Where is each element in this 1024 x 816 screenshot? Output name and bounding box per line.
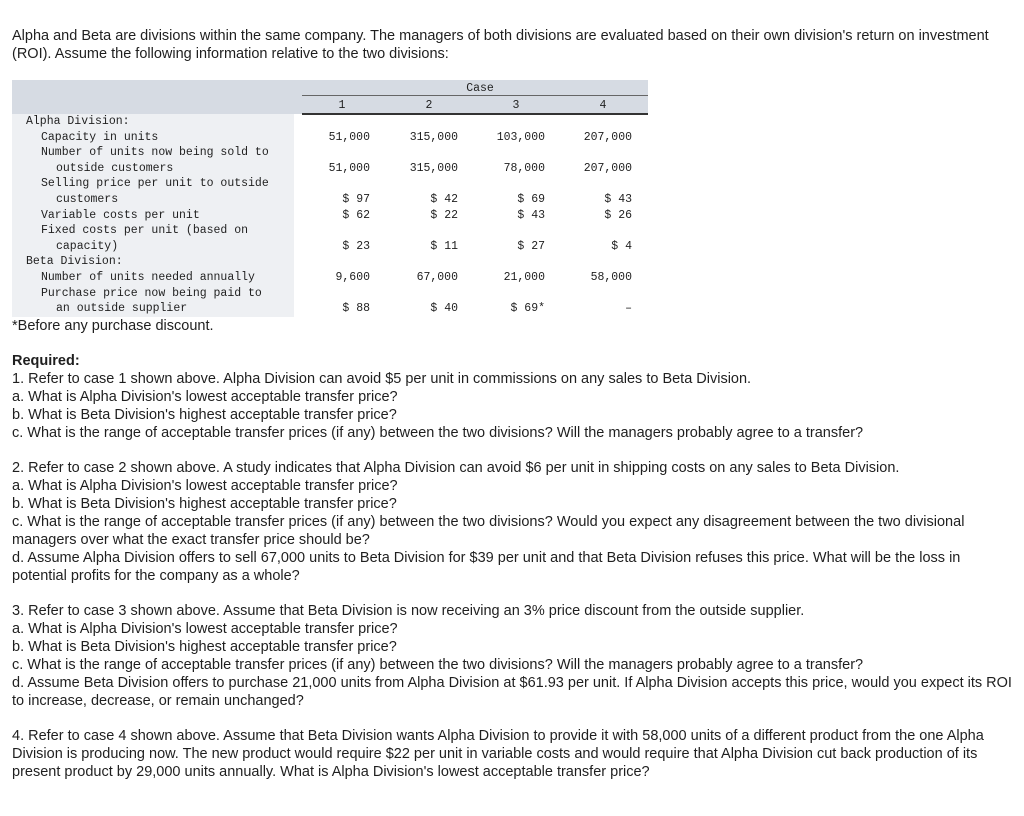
- column-header-case-1: 1: [338, 99, 346, 112]
- row-label-shading: [12, 239, 294, 255]
- table-row: [12, 270, 648, 286]
- cell-case-2: $ 42: [430, 192, 458, 206]
- row-label: Number of units now being sold to: [41, 146, 269, 160]
- row-label: Alpha Division:: [26, 115, 130, 128]
- cell-case-1: 51,000: [328, 161, 370, 175]
- cell-case-2: 315,000: [409, 161, 458, 175]
- column-header-case-4: 4: [599, 99, 607, 112]
- cell-case-1: $ 62: [342, 208, 370, 222]
- cell-case-4: 58,000: [590, 270, 632, 284]
- row-label: Number of units needed annually: [41, 270, 255, 284]
- paragraph-gap: [12, 585, 1012, 602]
- cell-case-1: $ 88: [342, 302, 370, 316]
- question-line: d. Assume Alpha Division offers to sell 67,000 units to Beta Division for $39 per unit and that Beta Division refuses this price. What will be the loss in potential profits for the company as a whole?: [12, 550, 961, 584]
- table-row: [12, 239, 648, 255]
- table-header: [12, 80, 648, 114]
- cell-case-3: 21,000: [503, 270, 545, 284]
- cell-case-3: $ 69: [517, 192, 545, 206]
- question-line: a. What is Alpha Division's lowest acceptable transfer price?: [12, 621, 398, 637]
- row-label: Selling price per unit to outside: [41, 177, 269, 191]
- cell-case-2: 315,000: [409, 130, 458, 144]
- case-divider: [302, 95, 648, 96]
- cell-case-4: $ 26: [604, 208, 632, 222]
- row-label: Variable costs per unit: [41, 208, 200, 222]
- question-line: c. What is the range of acceptable transfer prices (if any) between the two divisions? Will the managers probably agree to a transfer?: [12, 425, 864, 441]
- row-label: Beta Division:: [26, 255, 123, 269]
- cell-case-4: $ 43: [604, 192, 632, 206]
- row-label: outside customers: [56, 161, 174, 175]
- cell-case-1: 9,600: [335, 270, 370, 284]
- question-line: a. What is Alpha Division's lowest acceptable transfer price?: [12, 389, 398, 405]
- paragraph-gap: [12, 710, 1012, 727]
- cell-case-1: $ 23: [342, 239, 370, 253]
- table-row: [12, 161, 648, 177]
- table-row: [12, 176, 648, 192]
- table-row: [12, 114, 648, 130]
- table-row: [12, 301, 648, 317]
- cell-case-2: $ 11: [430, 239, 458, 253]
- row-label: an outside supplier: [56, 302, 188, 316]
- cell-case-1: 51,000: [328, 130, 370, 144]
- cell-case-3: $ 27: [517, 239, 545, 253]
- row-label: Purchase price now being paid to: [41, 286, 262, 300]
- question-line: a. What is Alpha Division's lowest acceptable transfer price?: [12, 478, 398, 494]
- row-label: Capacity in units: [41, 130, 159, 144]
- table-row: [12, 223, 648, 239]
- cell-case-4: 207,000: [583, 161, 632, 175]
- paragraph-gap: [12, 442, 1012, 459]
- question-line: c. What is the range of acceptable transfer prices (if any) between the two divisions? Would you expect any disagreement between the two divisional managers over what the exact transfer price should be?: [12, 514, 965, 548]
- column-header-case-2: 2: [425, 99, 433, 112]
- cell-case-2: $ 40: [430, 302, 458, 316]
- table-row: [12, 208, 648, 224]
- question-line: c. What is the range of acceptable transfer prices (if any) between the two divisions? Will the managers probably agree to a transfer?: [12, 657, 864, 673]
- question-line: b. What is Beta Division's highest acceptable transfer price?: [12, 496, 397, 512]
- table-row: [12, 286, 648, 302]
- cell-case-3: 78,000: [503, 161, 545, 175]
- table-row: [12, 130, 648, 146]
- cell-case-3: $ 43: [517, 208, 545, 222]
- cell-case-2: $ 22: [430, 208, 458, 222]
- required-heading: Required:: [12, 353, 80, 369]
- row-label: capacity): [56, 239, 119, 253]
- cell-case-4: $ 4: [611, 239, 632, 253]
- divisions-table: [12, 80, 648, 317]
- cell-case-4: –: [625, 302, 632, 316]
- table-row: [12, 145, 648, 161]
- table-body: [12, 114, 648, 317]
- row-label: Fixed costs per unit (based on: [41, 224, 249, 238]
- cell-case-2: 67,000: [416, 270, 458, 284]
- question-line: 3. Refer to case 3 shown above. Assume that Beta Division is now receiving an 3% price discount from the outside supplier.: [12, 603, 805, 619]
- question-line: 2. Refer to case 2 shown above. A study indicates that Alpha Division can avoid $6 per unit in shipping costs on any sales to Beta Division.: [12, 460, 900, 476]
- required-section: [12, 352, 1012, 781]
- row-label-shading: [12, 192, 294, 208]
- row-label: customers: [56, 192, 119, 206]
- question-line: d. Assume Beta Division offers to purchase 21,000 units from Alpha Division at $61.93 per unit. If Alpha Division accepts this price, would you expect its ROI to increase, decrease, or remain unchanged?: [12, 675, 1012, 709]
- question-line: b. What is Beta Division's highest acceptable transfer price?: [12, 639, 397, 655]
- case-label: Case: [466, 82, 494, 95]
- table-row: [12, 192, 648, 208]
- cell-case-4: 207,000: [583, 130, 632, 144]
- footnote: *Before any purchase discount.: [12, 318, 214, 334]
- question-line: 1. Refer to case 1 shown above. Alpha Division can avoid $5 per unit in commissions on any sales to Beta Division.: [12, 371, 752, 387]
- table-row: [12, 254, 648, 270]
- intro-text: Alpha and Beta are divisions within the same company. The managers of both divisions are evaluated based on their own division's return on investment (ROI). Assume the following information relative to the two divisions:: [12, 28, 989, 62]
- column-header-case-3: 3: [512, 99, 520, 112]
- cell-case-3: $ 69*: [510, 302, 545, 316]
- question-line: b. What is Beta Division's highest acceptable transfer price?: [12, 407, 397, 423]
- question-line: 4. Refer to case 4 shown above. Assume that Beta Division wants Alpha Division to provide it with 58,000 units of a different product from the one Alpha Division is producing now. The new product would require $22 per unit in variable costs and would require that Alpha Division cut back production of its present product by 29,000 units annually. What is Alpha Division's lowest acceptable transfer price?: [12, 728, 984, 780]
- cell-case-3: 103,000: [496, 130, 545, 144]
- required-questions: [12, 370, 1012, 781]
- cell-case-1: $ 97: [342, 192, 370, 206]
